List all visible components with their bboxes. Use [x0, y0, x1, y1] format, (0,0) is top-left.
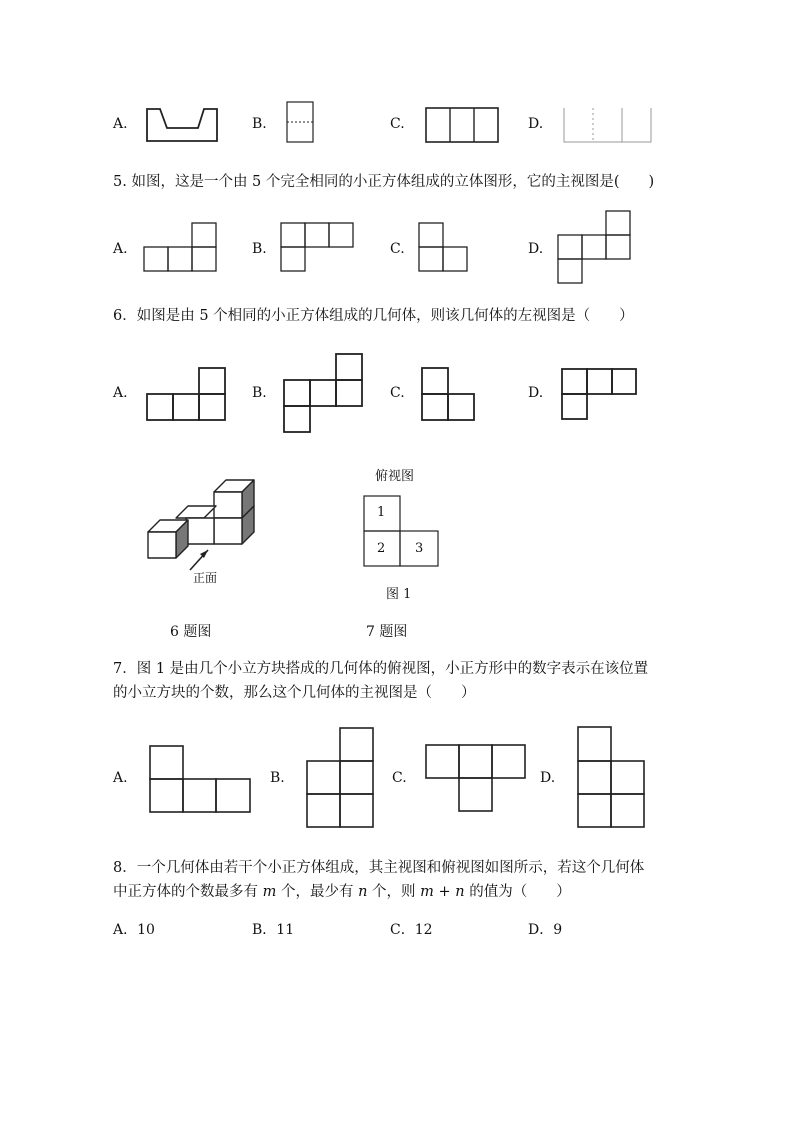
q7-figure-a — [149, 745, 253, 815]
q7-line1: 7．图 1 是由几个小立方块搭成的几何体的俯视图，小正方形中的数字表示在该位置 — [113, 661, 649, 677]
q8-line2-c: 个，则 — [367, 884, 421, 900]
q8-option-a-letter: A． — [113, 922, 138, 938]
q7-figure-b — [306, 727, 376, 829]
q8-var-n: n — [358, 884, 368, 900]
q6-figure-c — [421, 366, 477, 422]
q8-expr: m + n — [420, 884, 465, 900]
q6-figure-a — [146, 366, 228, 422]
q7-option-a[interactable]: A. — [113, 770, 128, 786]
q7-option-b[interactable]: B. — [270, 770, 285, 786]
q6-text: 6．如图是由 5 个相同的小正方体组成的几何体，则该几何体的左视图是（ ） — [113, 308, 634, 324]
top-view-title: 俯视图 — [375, 469, 415, 484]
q8-option-c-letter: C． — [390, 922, 415, 938]
q6-figure-b — [283, 352, 365, 434]
q6-3d-figure — [146, 478, 258, 566]
top-view-number-3: 3 — [415, 541, 424, 556]
q5-option-b[interactable]: B. — [252, 241, 267, 257]
q5-figure-b — [280, 221, 356, 273]
top-view-number-1: 1 — [377, 505, 386, 520]
q6-caption: 6 题图 — [170, 624, 212, 640]
q8-option-c-value: 12 — [414, 922, 433, 938]
q8-option-c[interactable] — [390, 919, 433, 939]
q5-option-a[interactable]: A. — [113, 241, 128, 257]
q4-option-d[interactable]: D. — [528, 116, 544, 132]
q4-figure-a — [146, 108, 218, 142]
q7-top-view-grid — [363, 494, 441, 570]
q8-option-a[interactable] — [113, 919, 155, 939]
q7-option-c[interactable]: C. — [392, 770, 407, 786]
q5-option-c[interactable]: C. — [390, 241, 405, 257]
q8-var-m: m — [262, 884, 277, 900]
q8-line1: 8．一个几何体由若干个小正方体组成，其主视图和俯视图如图所示，若这个几何体 — [113, 860, 645, 876]
q4-option-c[interactable]: C. — [390, 116, 405, 132]
q4-figure-c — [425, 107, 499, 143]
q5-figure-c — [418, 221, 470, 273]
q6-option-d[interactable]: D. — [528, 385, 544, 401]
q4-figure-b — [286, 101, 314, 143]
q8-option-b-value: 11 — [276, 922, 295, 938]
q8-option-d-value: 9 — [553, 922, 563, 938]
q5-figure-a — [143, 221, 217, 273]
q4-option-a[interactable]: A. — [113, 116, 128, 132]
q7-line2: 的小立方块的个数，那么这个几何体的主视图是（ ） — [113, 685, 476, 701]
q6-option-c[interactable]: C. — [390, 385, 405, 401]
q8-option-d-letter: D． — [528, 922, 554, 938]
front-label: 正面 — [193, 571, 218, 585]
q5-text: 5. 如图，这是一个由 5 个完全相同的小正方体组成的立体图形，它的主视图是( ) — [113, 174, 655, 190]
q8-option-a-value: 10 — [137, 922, 155, 938]
q6-option-a[interactable]: A. — [113, 385, 128, 401]
top-view-number-2: 2 — [377, 541, 386, 556]
q5-figure-d — [557, 209, 633, 285]
q8-line2-d: 的值为（ ） — [464, 884, 571, 900]
q4-figure-d — [563, 107, 653, 143]
q7-figure-d — [577, 726, 647, 830]
fig1-label: 图 1 — [386, 587, 412, 602]
q7-caption: 7 题图 — [366, 624, 408, 640]
q4-option-b[interactable]: B. — [252, 116, 267, 132]
q8-line2-b: 个，最少有 — [276, 884, 359, 900]
q5-option-d[interactable]: D. — [528, 241, 544, 257]
q8-line2 — [113, 880, 571, 904]
q8-option-d[interactable] — [528, 919, 562, 939]
q6-figure-d — [561, 367, 639, 421]
q8-line2-a: 中正方体的个数最多有 — [113, 884, 263, 900]
q7-figure-c — [425, 744, 529, 814]
q8-option-b-letter: B． — [252, 922, 277, 938]
q7-option-d[interactable]: D. — [540, 770, 556, 786]
q6-option-b[interactable]: B. — [252, 385, 267, 401]
q8-option-b[interactable] — [252, 919, 294, 939]
